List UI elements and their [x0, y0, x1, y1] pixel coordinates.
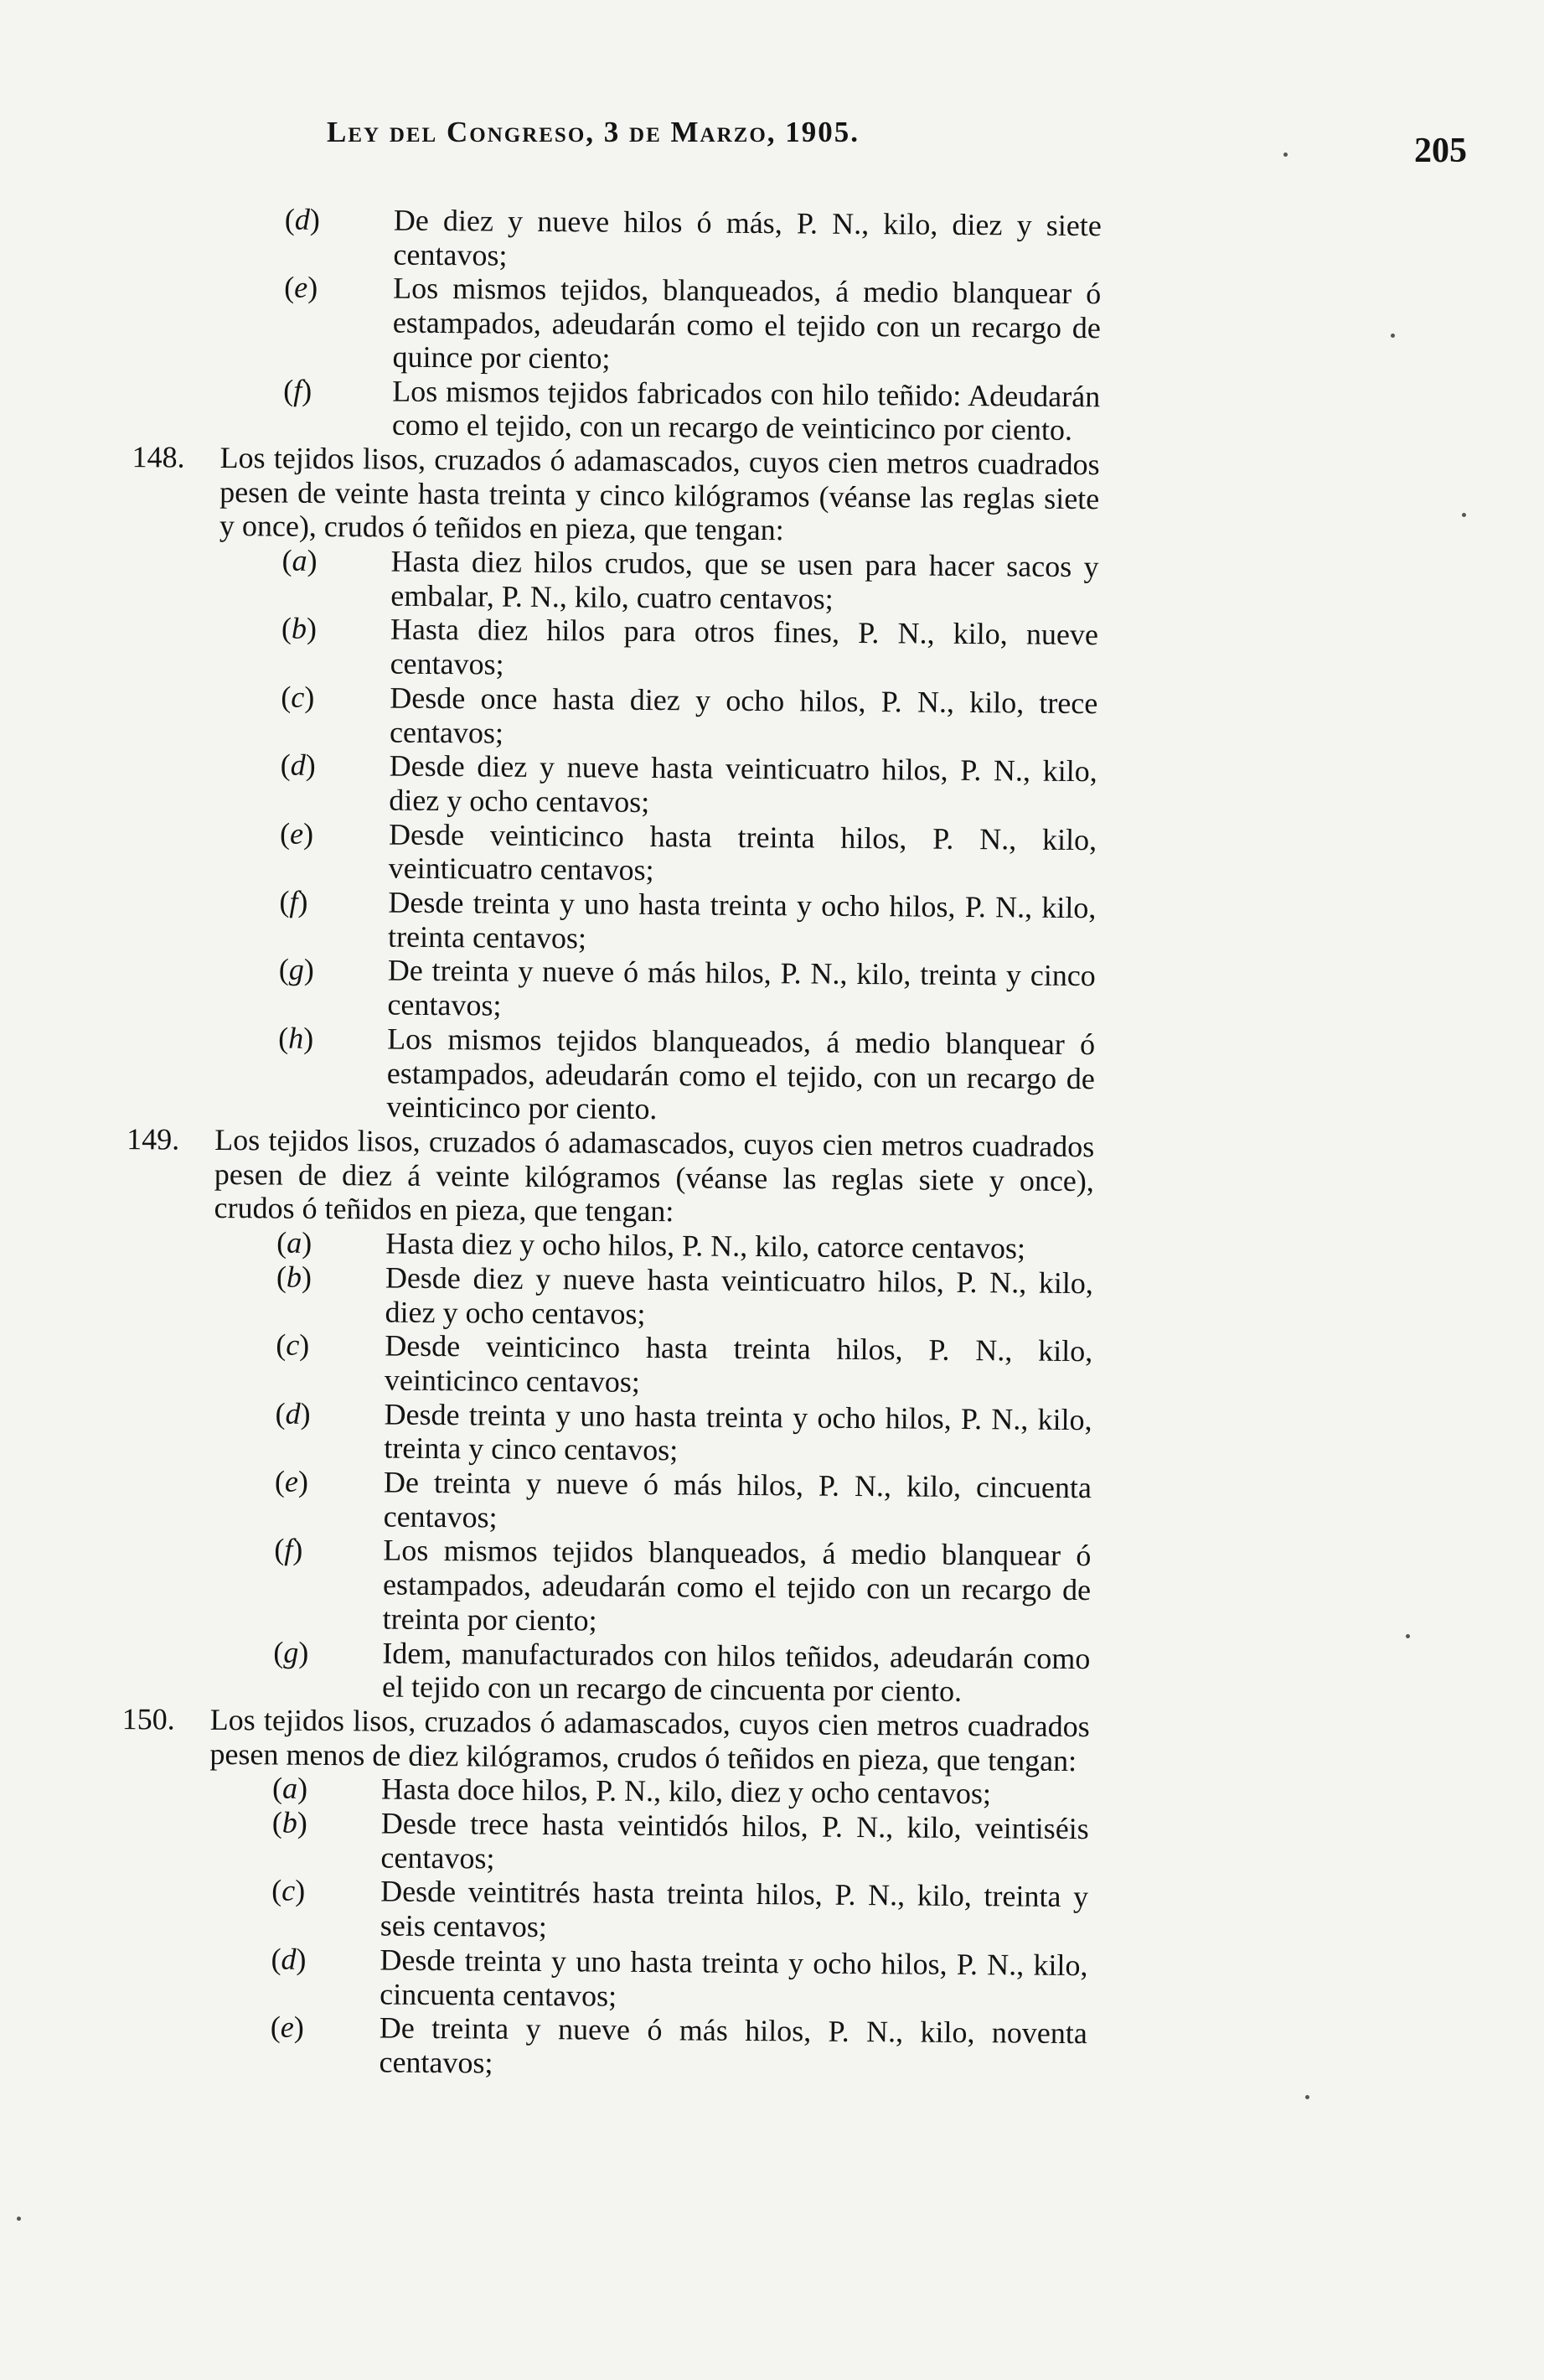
list-item — [108, 1259, 1093, 1335]
scan-speck — [1462, 513, 1466, 517]
section-text: Los tejidos lisos, cruzados ó adamascados, cuyos cien metros cuadrados pesen menos de diez kilógramos, crudos ó teñidos en pieza, que tengan: — [209, 1702, 1090, 1777]
item-letter: (b) — [276, 1260, 312, 1294]
item-letter: (d) — [271, 1942, 307, 1976]
item-text: Hasta diez hilos para otros fines, P. N., kilo, nueve centavos; — [390, 613, 1099, 681]
item-letter: (c) — [276, 1327, 310, 1363]
scan-speck — [1283, 153, 1288, 157]
section-148 — [115, 440, 1100, 550]
item-text: De treinta y nueve ó más hilos, P. N., kilo, treinta y cinco centavos; — [387, 954, 1096, 1022]
list-item — [106, 1531, 1092, 1641]
list-item — [110, 1020, 1095, 1130]
item-letter: (f) — [283, 373, 312, 407]
item-letter: (e) — [274, 1464, 309, 1498]
scan-speck — [1305, 2095, 1309, 2099]
item-text: Desde treinta y uno hasta treinta y ocho hilos, P. N., kilo, treinta y cinco centavos; — [384, 1397, 1092, 1467]
item-letter: (a) — [276, 1225, 312, 1260]
list-item — [111, 883, 1097, 960]
section-text: Los tejidos lisos, cruzados ó adamascados, cuyos cien metros cuadrados pesen de veinte hasta treinta y cinco kilógramos (véanse las reglas siete y once), crudos ó teñidos en pieza, que tengan: — [219, 440, 1100, 547]
list-item — [107, 1463, 1092, 1539]
body-text — [102, 201, 1102, 2085]
list-item — [107, 1395, 1092, 1472]
list-item — [104, 1872, 1089, 1948]
item-letter: (d) — [275, 1396, 311, 1431]
section-number: 150. — [121, 1702, 175, 1736]
section-150 — [105, 1702, 1090, 1778]
list-item — [116, 201, 1102, 277]
item-letter: (b) — [271, 1805, 307, 1839]
list-item — [116, 372, 1101, 448]
item-text: Los mismos tejidos blanqueados, á medio blanquear ó estampados, adeudarán como el tejido con un recargo de treinta por ciento; — [382, 1533, 1092, 1638]
page-number: 205 — [1414, 132, 1467, 170]
item-text: Desde veintitrés hasta treinta hilos, P. N., kilo, treinta y seis centavos; — [380, 1874, 1089, 1944]
item-text: Desde treinta y uno hasta treinta y ocho hilos, P. N., kilo, treinta centavos; — [387, 885, 1097, 955]
list-item — [112, 815, 1097, 892]
list-item — [104, 1804, 1089, 1881]
list-item — [113, 679, 1098, 755]
item-letter: (d) — [280, 748, 316, 783]
scan-speck — [1406, 1634, 1410, 1638]
item-text: Desde veinticinco hasta treinta hilos, P. N., kilo, veinticuatro centavos; — [388, 817, 1097, 887]
item-letter: (e) — [270, 2010, 305, 2045]
item-text: Los mismos tejidos fabricados con hilo teñido: Adeudarán como el tejido, con un recargo de veinticinco por ciento. — [391, 374, 1101, 448]
list-item — [102, 2009, 1087, 2085]
section-number: 148. — [132, 440, 185, 474]
item-letter: (e) — [284, 270, 318, 305]
item-letter: (g) — [273, 1635, 309, 1669]
scan-speck — [17, 2217, 21, 2221]
section-number: 149. — [127, 1122, 180, 1156]
section-149 — [109, 1122, 1094, 1232]
item-text: Desde diez y nueve hasta veinticuatro hilos, P. N., kilo, diez y ocho centavos; — [385, 1260, 1094, 1331]
item-text: Idem, manufacturados con hilos teñidos, adeudarán como el tejido con un recargo de cincuenta por ciento. — [381, 1636, 1091, 1709]
item-text: Desde once hasta diez y ocho hilos, P. N., kilo, trece centavos; — [389, 680, 1098, 750]
list-item — [114, 610, 1099, 686]
item-text: Los mismos tejidos blanqueados, á medio blanquear ó estampados, adeudarán como el tejido, con un recargo de veinticinco por ciento. — [386, 1022, 1096, 1126]
scan-speck — [1391, 334, 1395, 338]
item-letter: (e) — [279, 816, 314, 851]
item-text: De treinta y nueve ó más hilos, P. N., kilo, cincuenta centavos; — [383, 1465, 1092, 1534]
list-item — [112, 747, 1097, 823]
item-letter: (f) — [279, 884, 308, 918]
item-text: De diez y nueve hilos ó más, P. N., kilo, diez y siete centavos; — [393, 203, 1102, 272]
list-item — [114, 542, 1099, 618]
list-item — [106, 1633, 1091, 1710]
item-text: De treinta y nueve ó más hilos, P. N., kilo, noventa centavos; — [379, 2010, 1088, 2080]
item-letter: (d) — [284, 202, 320, 236]
item-letter: (g) — [278, 953, 314, 987]
running-head: Ley del Congreso, 3 de Marzo, 1905. — [327, 116, 860, 148]
item-letter: (a) — [281, 543, 318, 577]
list-item — [111, 951, 1096, 1027]
item-text: Hasta diez hilos crudos, que se usen para hacer sacos y embalar, P. N., kilo, cuatro centavos; — [390, 544, 1099, 616]
item-text: Desde veinticinco hasta treinta hilos, P. N., kilo, veinticinco centavos; — [384, 1328, 1093, 1399]
item-text: Desde diez y nueve hasta veinticuatro hilos, P. N., kilo, diez y ocho centavos; — [389, 748, 1097, 819]
item-letter: (a) — [271, 1771, 308, 1806]
list-item — [103, 1941, 1088, 2017]
item-letter: (c) — [271, 1873, 306, 1908]
item-text: Hasta doce hilos, P. N., kilo, diez y ocho centavos; — [380, 1772, 992, 1811]
list-item — [116, 269, 1101, 379]
item-text: Los mismos tejidos, blanqueados, á medio blanquear ó estampados, adeudarán como el tejido con un recargo de quince por ciento; — [392, 271, 1102, 375]
item-letter: (b) — [281, 611, 318, 646]
item-text: Desde trece hasta veintidós hilos, P. N., kilo, veintiséis centavos; — [380, 1806, 1089, 1876]
item-letter: (c) — [281, 680, 315, 714]
item-text: Desde treinta y uno hasta treinta y ocho hilos, P. N., kilo, cincuenta centavos; — [380, 1943, 1088, 2013]
item-letter: (f) — [274, 1532, 303, 1567]
section-text: Los tejidos lisos, cruzados ó adamascados, cuyos cien metros cuadrados pesen de diez á veinte kilógramos (véanse las reglas siete y once), crudos ó teñidos en pieza, que tengan: — [214, 1122, 1095, 1229]
list-item — [108, 1327, 1093, 1403]
item-letter: (h) — [278, 1021, 314, 1055]
item-text: Hasta diez y ocho hilos, P. N., kilo, catorce centavos; — [385, 1226, 1026, 1265]
